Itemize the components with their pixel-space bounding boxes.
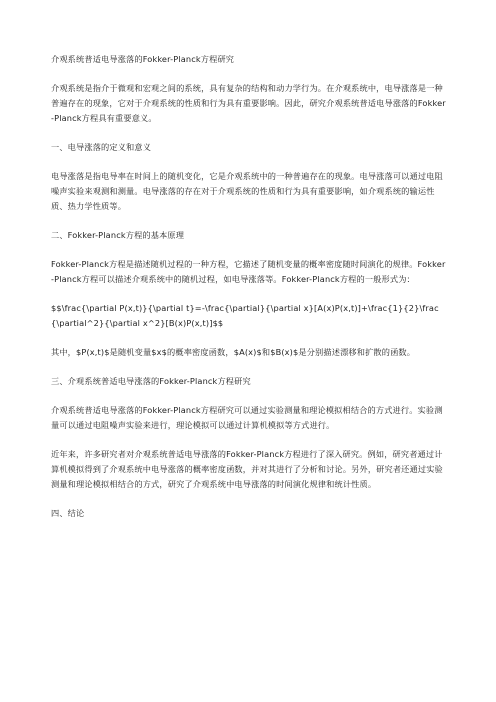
document-page bbox=[51, 52, 447, 535]
intro-paragraph: 介观系统是指介于微观和宏观之间的系统，具有复杂的结构和动力学行为。在介观系统中，电导涨落是一种普遍存在的现象，它对于介观系统的性质和行为具有重要影响。因此，研究介观系统普适电导涨落的Fokker-Planck方程具有重要意义。 bbox=[51, 83, 446, 123]
section-3-paragraph-1: 介观系统普适电导涨落的Fokker-Planck方程研究可以通过实验测量和理论模拟相结合的方式进行。实验测量可以通过电阻噪声实验来进行，理论模拟可以通过计算机模拟等方式进行。 bbox=[51, 405, 443, 430]
fokker-planck-formula: $$\frac{\partial P(x,t)}{\partial t}=-\frac{\partial}{\partial x}[A(x)P(x,t)]+\frac{1}{2}\frac{\partial^2}{\partial x^2}[B(x)P(x,t)]$$ bbox=[51, 303, 439, 328]
section-1-paragraph-1: 电导涨落是指电导率在时间上的随机变化，它是介观系统中的一种普遍存在的现象。电导涨落可以通过电阻噪声实验来观测和测量。电导涨落的存在对于介观系统的性质和行为具有重要影响，如介观系统的输运性质、热力学性质等。 bbox=[51, 171, 443, 211]
section-2-paragraph-3: 其中，$P(x,t)$是随机变量$x$的概率密度函数，$A(x)$和$B(x)$是分别描述漂移和扩散的函数。 bbox=[51, 347, 416, 357]
section-1-heading: 一、电导涨落的定义和意义 bbox=[51, 142, 152, 152]
section-3-paragraph-2: 近年来，许多研究者对介观系统普适电导涨落的Fokker-Planck方程进行了深入研究。例如，研究者通过计算机模拟得到了介观系统中电导涨落的概率密度函数，并对其进行了分析和讨论。另外，研究者还通过实验测量和理论模拟相结合的方式，研究了介观系统中电导涨落的时间演化规律和统计性质。 bbox=[51, 449, 443, 489]
document-title: 介观系统普适电导涨落的Fokker-Planck方程研究 bbox=[51, 54, 235, 64]
section-4-heading: 四、结论 bbox=[51, 508, 85, 518]
section-2-paragraph-1: Fokker-Planck方程是描述随机过程的一种方程，它描述了随机变量的概率密度随时间演化的规律。Fokker-Planck方程可以描述介观系统中的随机过程，如电导涨落等。Fokker-Planck方程的一般形式为： bbox=[51, 259, 446, 284]
section-2-heading: 二、Fokker-Planck方程的基本原理 bbox=[51, 230, 185, 240]
section-3-heading: 三、介观系统普适电导涨落的Fokker-Planck方程研究 bbox=[51, 376, 251, 386]
